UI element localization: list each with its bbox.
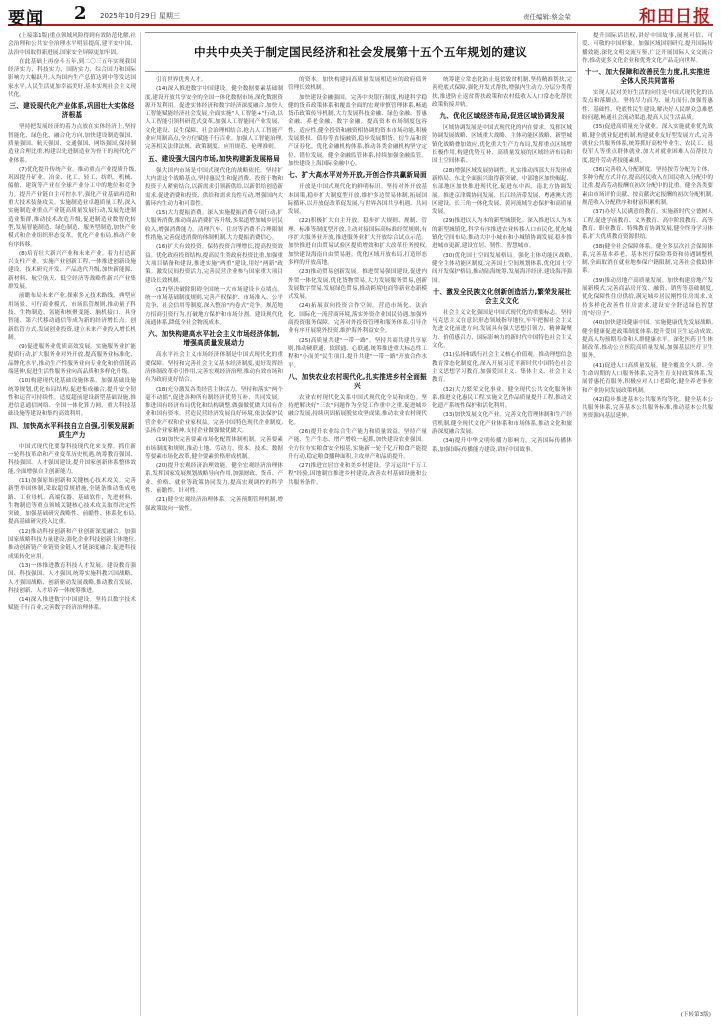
article-column-3: [288, 76, 427, 1016]
body-paragraph: 高水平社会主义市场经济体制是中国式现代化的重要保障。坚持和完善社会主义基本经济制度,更好发挥经济体制改革牵引作用,完善宏观经济治理,推动有效市场和有为政府更好结合。: [145, 352, 283, 384]
body-paragraph: (42)稳步推进基本公共服务均等化。健全基本公共服务体系,完善基本公共服务标准,推动基本公共服务资源向基层延伸。: [582, 396, 713, 420]
body-paragraph: 中国式现代化要靠科技现代化来支撑。抓住新一轮科技革命和产业变革历史机遇,统筹教育强国、科技强国、人才强国建设,提升国家创新体系整体效能,全面增强自主创新能力。: [8, 443, 136, 475]
body-paragraph: 坚持把发展经济的着力点放在实体经济上,坚持智能化、绿色化、融合化方向,加快建设制造强国、质量强国、航天强国、交通强国、网络强国,保持制造业合理比重,构建以先进制造业为骨干的现代化产业体系。: [8, 124, 136, 164]
section-heading: 九、优化区域经济布局,促进区域协调发展: [439, 112, 565, 121]
body-paragraph: (31)弘扬和践行社会主义核心价值观。推动理想信念教育常态化制度化,深入开展习近平新时代中国特色社会主义思想学习教育,加强爱国主义、集体主义、社会主义教育。: [432, 352, 572, 384]
page-masthead: [8, 3, 713, 29]
page-number: 2: [74, 3, 87, 24]
section-heading: 五、建设强大国内市场,加快构建新发展格局: [148, 154, 280, 163]
body-paragraph: (13)一体推进教育科技人才发展。建设教育强国、科技强国、人才强国,统筹实施科教兴国战略、人才强国战略、创新驱动发展战略,推动教育发展、科技创新、人才培养一体统筹推进。: [8, 562, 136, 594]
article-banner: [145, 32, 576, 72]
continued-note: (下转第3版): [680, 1012, 711, 1018]
article-column-4: [432, 76, 572, 1016]
body-paragraph: (9)促进服务业优质高效发展。实施服务业扩能提质行动,扩大服务业对外开放,提高服务业标准化、品牌化水平,推动生产性服务业向专业化和价值链高端延伸,促进生活性服务业向高品质和多样化升级。: [8, 344, 136, 375]
body-paragraph: (10)构建现代化基础设施体系。加强基础设施统筹规划,优化布局结构,促进集成融合,提升安全韧性和运营可持续性。适度超前建设新型基础设施,推进信息通信网络、全国一体化算力网、重大科技基础设施等建设和集约高效利用。: [8, 378, 136, 418]
section-heading: 十、激发全民族文化创新创造活力,繁荣发展社会主义文化: [432, 287, 572, 305]
body-paragraph: (29)推进以人为本的新型城镇化。深入推进以人为本的新型城镇化,科学有序推进农业转移人口市民化,优化城镇化空间布局,推动大中小城市和小城镇协调发展,稳步推进城市更新,建设宜居、韧性、智慧城市。: [432, 218, 572, 250]
body-paragraph: (35)促进高质量充分就业。深入实施就业优先战略,健全就业促进机制,构建就业友好型发展方式,完善就业公共服务体系,统筹抓好高校毕业生、农民工、退役军人等重点群体就业,加大对就业困难人员帮扶力度,提升劳动者技能素质。: [582, 124, 713, 164]
issue-date: 2025年10月29日 星期三: [100, 12, 180, 20]
body-paragraph: (39)推动房地产高质量发展。加快构建房地产发展新模式,完善商品房开发、融资、销售等基础制度,优化保障性住房供给,满足城乡居民刚性住房需求,支持多样化改善性住房需求,建设安全舒适绿色智慧的"好房子"。: [582, 277, 713, 317]
editor-credit: 责任编辑:蔡金荣: [523, 13, 571, 21]
body-paragraph: 社会主义文化强国是中国式现代化的重要标志。坚持马克思主义在意识形态领域指导地位,牢牢把握社会主义先进文化前进方向,发展具有强大思想引领力、精神凝聚力、价值感召力、国际影响力的新时代中国特色社会主义文化。: [432, 309, 572, 350]
body-paragraph: (30)优化国土空间发展格局。强化主体功能区战略,健全主体功能区制度,完善国土空间规划体系,优化国土空间开发保护格局,推动陆海统筹,发展海洋经济,建设海洋强国。: [432, 252, 572, 284]
body-paragraph: (33)加快发展文化产业。完善文化管理体制和生产经营机制,健全现代文化产业体系和市场体系,推动文化和旅游深度融合发展。: [432, 412, 572, 435]
body-paragraph: 加快建设金融强国。完善中央银行制度,构建科学稳健的货币政策体系和覆盖全面的宏观审慎管理体系,畅通货币政策传导机制,大力发展科技金融、绿色金融、普惠金融、养老金融、数字金融。提高资本市场制度包容性、适应性,健全投资和融资相协调的资本市场功能,积极发展股权、债券等直接融资,稳步发展期货、衍生品和资产证券化。优化金融机构体系,推动各类金融机构坚守定位、错位发展。健全金融监管体系,持续加强金融监管。加快建设上海国际金融中心。: [288, 94, 427, 167]
newspaper-brand: 和田日报: [639, 7, 711, 27]
body-paragraph: (22)积极扩大自主开放。稳步扩大规则、规制、管理、标准等制度型开放,主动对接国际高标准经贸规则,有序扩大服务业开放,推进服务业扩大开放综合试点示范。加快推进自由贸易试验区提质增效和扩大改革任务授权,加快建设海南自由贸易港。优化区域开放布局,打造形态多样的开放高地。: [288, 218, 427, 266]
body-paragraph: (28)增强区域发展协调性。扎实推动西部大开发形成新格局、东北全面振兴取得新突破、中部地区加快崛起、东部地区加快推进现代化,促进东中西、南北方协调发展。推进京津冀协同发展、长江经济带发展、粤港澳大湾区建设、长三角一体化发展、黄河流域生态保护和高质量发展。: [432, 167, 572, 216]
body-paragraph: (32)大力繁荣文化事业。健全现代公共文化服务体系,推进文化惠民工程,实施文艺作品质量提升工程,推动文化遗产系统性保护和活化利用。: [432, 386, 572, 410]
section-heading: 三、建设现代化产业体系,巩固壮大实体经济根基: [9, 102, 135, 120]
column-divider: [140, 32, 141, 1016]
body-paragraph: (38)健全社会保障体系。健全多层次社会保障体系,完善基本养老、基本医疗保险筹资和待遇调整机制,全面取消在就业地参保户籍限制,完善社会救助体系。: [582, 243, 713, 275]
body-paragraph: (21)健全宏观经济治理体系。完善预期管理机制,增强政策取向一致性。: [145, 497, 283, 512]
body-paragraph: (24)拓展双向投资合作空间。营造市场化、法治化、国际化一流营商环境,落实外资企业国民待遇,加强外商投资服务保障。完善对外投资管理和服务体系,引导企业有序开展境外投资,维护海外利益安全。: [288, 303, 427, 335]
body-paragraph: (40)加快建设健康中国。实施健康优先发展战略,健全健康促进政策制度体系,提升爱国卫生运动成效,提高人均预期寿命和人群健康水平。深化医药卫生体制改革,推动公立医院高质量发展,加强基层医疗卫生服务。: [582, 320, 713, 360]
body-paragraph: (14)深入推进数字中国建设。坚持以数字技术赋能千行百业,完善数字经济治理体系。: [8, 597, 136, 612]
body-paragraph: (17)坚决破除阻碍全国统一大市场建设卡点堵点。统一市场基础制度规则,完善产权保护、市场准入、公平竞争、社会信用等制度,深入整治"内卷式"竞争。规范地方招商引资行为,打破地方保护和市场分割。建设现代化流通体系,降低全社会物流成本。: [145, 286, 283, 327]
body-paragraph: (12)推动科技创新和产业创新深度融合。加强国家战略科技力量建设,强化企业科技创新主体地位,推动创新链产业链资金链人才链深度融合,促进科技成果转化应用。: [8, 528, 136, 560]
column-divider: [577, 32, 578, 1016]
section-name: 要闻: [8, 9, 44, 29]
body-paragraph: (27)推进宜居宜业和美乡村建设。学习运用"千万工程"经验,因地制宜推进乡村建设,改善农村基础设施和公共服务条件。: [288, 463, 427, 486]
body-paragraph: (8)培育壮大新兴产业和未来产业。着力打造新兴支柱产业。实施产业创新工程,一体推进创新设施建设、技术研究开发、产品迭代升级,加快新能源、新材料、航空航天、低空经济等战略性新兴产业集群发展。: [8, 250, 136, 291]
body-paragraph: (19)加快完善要素市场化配置体制机制。完善要素市场制度和规则,推动土地、劳动力、资本、技术、数据等要素市场化改革,健全要素价格形成机制。: [145, 437, 283, 460]
article-title: 中共中央关于制定国民经济和社会发展第十五个五年规划的建议: [193, 45, 528, 59]
body-paragraph: 在此基础上再奋斗五年,到二〇三五年实现我国经济实力、科技实力、国防实力、综合国力和国际影响力大幅跃升,人均国内生产总值达到中等发达国家水平,人民生活更加幸福美好,基本实现社会主义现代化。: [8, 58, 136, 99]
body-paragraph: (14)深入推进数字中国建设。健全数据要素基础制度,建设开放共享安全的全国一体化数据市场,深化数据资源开发利用。促进实体经济和数字经济深度融合,加快人工智能赋能经济社会发展,全面实施"人工智能+"行动,以人工智能引领科研范式变革,加强人工智能同产业发展、文化建设、民生保障、社会治理相结合,抢占人工智能产业应用制高点,全方位赋能千行百业。加强人工智能治理,完善相关法律法规、政策制度、应用规范、伦理准则。: [145, 86, 283, 151]
body-paragraph: 的资本。加快构建同高质量发展相适应的政府债务管理长效机制。: [288, 77, 427, 92]
body-paragraph: (37)办好人民满意的教育。实施新时代立德树人工程,促进学前教育、义务教育、高中阶段教育、高等教育、职业教育、特殊教育协调发展,健全终身学习体系,扩大优质教育资源供给。: [582, 209, 713, 241]
article-column-1: [8, 32, 136, 1016]
section-heading: 八、加快农业农村现代化,扎实推进乡村全面振兴: [288, 372, 427, 390]
body-paragraph: (36)完善收入分配制度。坚持按劳分配为主体、多种分配方式并存,提高居民收入在国民收入分配中的比重,提高劳动报酬在初次分配中的比重。健全各类要素由市场评价贡献、按贡献决定报酬的初次分配机制,规范收入分配秩序和财富积累机制。: [582, 166, 713, 207]
section-heading: 六、加快构建高水平社会主义市场经济体制,增强高质量发展动力: [148, 330, 280, 348]
body-paragraph: 强大国内市场是中国式现代化的战略依托。坚持扩大内需这个战略基点,坚持惠民生和促消费、投资于物和投资于人紧密结合,以新需求引领新供给,以新供给创造新需求,促进消费和投资、供给和需求良性互动,增强国内大循环内生动力和可靠性。: [145, 167, 283, 207]
body-paragraph: (23)推动贸易创新发展。推进贸易强国建设,促进内外贸一体化发展,优化货物贸易,大力发展服务贸易,创新发展数字贸易,发展绿色贸易,推动跨境电商等新业态新模式发展。: [288, 269, 427, 301]
body-paragraph: 区域协调发展是中国式现代化的内在要求。发挥区域协调发展战略、区域重大战略、主体功能区战略、新型城镇化战略叠加效应,优化重大生产力布局,发挥重点区域增长极作用,构建优势互补、高质量发展的区域经济布局和国土空间体系。: [432, 125, 572, 165]
section-heading: 七、扩大高水平对外开放,开创合作共赢新局面: [288, 171, 427, 180]
article-column-5: [582, 32, 713, 1016]
body-paragraph: 统筹建立常态化防止返贫致贫机制,坚持精准帮扶,完善兜底式保障,强化开发式帮扶,增强内生动力,分层分类帮扶,推进防止返贫帮扶政策和农村低收入人口常态化帮扶政策衔接并轨。: [432, 77, 572, 108]
body-paragraph: 实现人民对美好生活的向往是中国式现代化的出发点和落脚点。坚持尽力而为、量力而行,加强普惠性、基础性、兜底性民生建设,解决好人民群众急难愁盼问题,畅通社会流动渠道,提高人民生活品质。: [582, 90, 713, 122]
section-heading: 十一、加大保障和改善民生力度,扎实推进全体人民共同富裕: [585, 68, 710, 86]
body-paragraph: (41)促进人口高质量发展。健全覆盖全人群、全生命周期的人口服务体系,完善生育支持政策体系,发展普惠托育服务,积极应对人口老龄化,健全养老事业和产业协同发展政策机制。: [582, 362, 713, 394]
body-paragraph: (15)大力提振消费。深入实施提振消费专项行动,扩大服务消费,推动商品消费扩容升级,多渠道增加城乡居民收入,增强消费能力。清理汽车、住房等消费不合理限制性措施,完善促进消费的体制机制,大力提振消费信心。: [145, 210, 283, 242]
body-paragraph: (20)提升宏观经济治理效能。健全宏观经济治理体系,发挥国家发展规划战略导向作用,加强财政、货币、产业、价格、就业等政策协同发力,提高宏观调控的科学性、前瞻性、针对性。: [145, 463, 283, 495]
body-paragraph: (26)提升农业综合生产能力和质量效益。坚持产量产能、生产生态、增产增收一起抓,加快建设农业强国。全方位夯实粮食安全根基,实施新一轮千亿斤粮食产能提升行动,稳定粮食播种面积,主攻单产和品质提升。: [288, 428, 427, 460]
body-paragraph: 农业农村现代化关系中国式现代化全局和成色。坚持把解决好"三农"问题作为全党工作重中之重,促进城乡融合发展,持续巩固拓展脱贫攻坚成果,推动农业农村现代化。: [288, 394, 427, 426]
body-paragraph: 提升国际话语权,讲好中国故事,展现可信、可爱、可敬的中国形象。加强区域国别研究,提升国际传播效能,深化文明交流互鉴,广泛开展国际人文交流合作,推动更多文化企业和优秀文化产品走向世界。: [582, 33, 713, 64]
section-heading: 四、加快高水平科技自立自强,引领发展新质生产力: [9, 421, 135, 439]
body-paragraph: (7)优化提升传统产业。推动重点产业提质升级,巩固提升矿业、冶金、化工、轻工、纺织、机械、船舶、建筑等产业在全球产业分工中的地位和竞争力。提升产业链自主可控水平,强化产业基础再造和重大技术装备攻关。实施制造业卓越质量工程,深入实施制造业重点产业链高质量发展行动,发展先进制造业集群,推动技术改造升级,促进制造业数智化转型,发展智能制造、绿色制造、服务型制造,加快产业模式和企业组织形态变革。优化产业布局,推动产业有序转移。: [8, 166, 136, 248]
body-paragraph: (11)加强原始创新和关键核心技术攻关。完善新型举国体制,采取超常规措施,全链条推动集成电路、工业母机、高端仪器、基础软件、先进材料、生物制造等重点领域关键核心技术攻关取得决定性突破。加强基础研究战略性、前瞻性、体系化布局,提高基础研究投入比重。: [8, 477, 136, 526]
body-paragraph: (25)高质量共建"一带一路"。坚持共商共建共享原则,推动硬联通、软联通、心联通,统筹推进重大标志性工程和"小而美"民生项目,提升共建"一带一路"开放合作水平。: [288, 337, 427, 369]
body-paragraph: 开放是中国式现代化的鲜明标识。坚持对外开放基本国策,稳步扩大制度型开放,维护多边贸易体制,拓展国际循环,以开放促改革促发展,与世界各国共享机遇、共同发展。: [288, 184, 427, 216]
body-paragraph: (18)充分激发各类经营主体活力。坚持和落实"两个毫不动摇",促进各种所有制经济优势互补、共同发展。推进国有经济布局优化和结构调整,做强做优做大国有企业和国有资本。营造民营经济发展良好环境,依法保护民营企业产权和企业家权益。完善中国特色现代企业制度,弘扬企业家精神,支持企业做强做优做大。: [145, 386, 283, 434]
body-paragraph: (34)提升中华文明传播力影响力。完善国际传播体系,加强国际传播能力建设,讲好中国故事。: [432, 438, 572, 453]
article-column-2: [145, 76, 283, 1016]
body-paragraph: (16)扩大有效投资。保持投资合理增长,提高投资效益。优化政府投资结构,提高民生类政府投资比重,加强重大项目储备和建设,推进实施"两重"建设,用好"两新"政策。激发民间投资活力,完善民营企业参与国家重大项目建设长效机制。: [145, 244, 283, 284]
body-paragraph: (上接第1版)重点领域风险得到有效防范化解,社会治理和公共安全治理水平明显提高,建平安中国、法治中国取得新进展,国家安全屏障更加牢固。: [8, 33, 136, 56]
body-paragraph: 引育世界优秀人才。: [156, 77, 207, 83]
body-paragraph: 前瞻布局未来产业,探索多元技术路线、典型应用场景、可行商业模式、市场监管规则,推动量子科技、生物制造、氢能和核聚变能、脑机接口、具身智能、第六代移动通信等成为新的经济增长点。创新监管方式,发展创业投资,建立未来产业投入增长机制。: [8, 293, 136, 341]
